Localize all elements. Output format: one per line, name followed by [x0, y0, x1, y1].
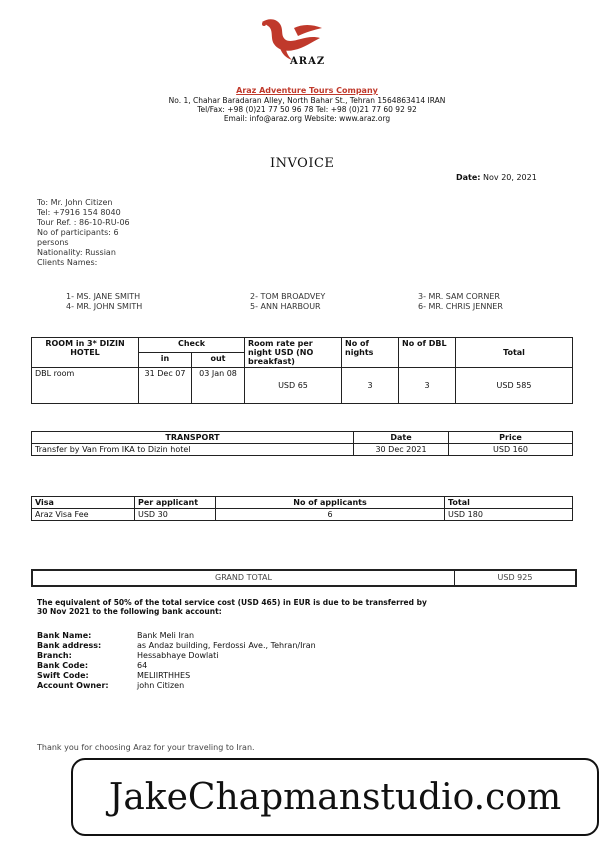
client-name-item: 1- MS. JANE SMITH [66, 292, 141, 301]
check-in-cell: 31 Dec 07 [139, 368, 192, 404]
table-row [32, 368, 573, 404]
dbl-header: No of DBL [399, 338, 456, 368]
client-names-label: Clients Names: [37, 258, 98, 267]
table-row [32, 444, 573, 456]
company-name[interactable]: Araz Adventure Tours Company [236, 86, 378, 95]
transport-date-header: Date [354, 432, 449, 444]
total-header: Total [456, 338, 573, 368]
client-name-item: 4- MR. JOHN SMITH [66, 302, 143, 311]
invoice-date [456, 173, 537, 183]
branch-label: Branch: [37, 651, 72, 660]
client-tel: Tel: +7916 154 8040 [37, 208, 121, 217]
company-address: No. 1, Chahar Baradaran Alley, North Bahar St., Tehran 1564863414 IRAN [168, 96, 446, 105]
bank-address-label: Bank address: [37, 641, 102, 650]
table-row [32, 509, 573, 521]
bank-address-value: as Andaz building, Ferdossi Ave., Tehran/Iran [137, 641, 316, 650]
bank-name-value: Bank Meli Iran [137, 631, 195, 640]
visa-applicants-cell: 6 [216, 509, 445, 521]
room-type-cell: DBL room [32, 368, 139, 404]
account-owner-label: Account Owner: [37, 681, 109, 690]
thanks-note: Thank you for choosing Araz for your traveling to Iran. [37, 743, 255, 752]
check-header: Check [139, 338, 245, 353]
per-applicant-header: Per applicant [135, 497, 216, 509]
client-nationality: Nationality: Russian [37, 248, 116, 257]
swift-code-value: MELIIRTHHES [137, 671, 191, 680]
company-email[interactable]: Email: info@araz.org Website: www.araz.org [223, 114, 391, 123]
visa-name-cell: Araz Visa Fee [32, 509, 135, 521]
date-value: Nov 20, 2021 [483, 173, 537, 182]
visa-per-cell: USD 30 [135, 509, 216, 521]
total-cell: USD 585 [456, 368, 573, 404]
date-label: Date: [456, 173, 481, 182]
bank-details [37, 631, 316, 691]
transport-price-cell: USD 160 [449, 444, 573, 456]
company-header [0, 86, 614, 123]
table-header-row [32, 497, 573, 509]
bank-code-label: Bank Code: [37, 661, 89, 670]
client-participants-unit: persons [37, 238, 69, 247]
visa-total-header: Total [445, 497, 573, 509]
grand-total-value: USD 925 [497, 573, 533, 582]
rate-cell: USD 65 [245, 368, 342, 404]
client-info [37, 198, 130, 268]
account-owner-value: john Citizen [137, 681, 185, 690]
transport-price-header: Price [449, 432, 573, 444]
rate-header: Room rate per night USD (NO breakfast) [245, 338, 342, 368]
client-names [66, 292, 546, 312]
watermark-text: JakeChapmanstudio.com [108, 776, 562, 818]
nights-cell: 3 [342, 368, 399, 404]
check-in-header: in [139, 353, 192, 368]
room-table [31, 337, 573, 404]
company-phone: Tel/Fax: +98 (0)21 77 50 96 78 Tel: +98 (0)21 77 60 92 92 [197, 105, 417, 114]
table-header-row [32, 432, 573, 444]
grand-total-label: GRAND TOTAL [33, 571, 455, 585]
visa-header: Visa [32, 497, 135, 509]
client-name-item: 3- MR. SAM CORNER [418, 292, 500, 301]
bank-name-label: Bank Name: [37, 631, 92, 640]
nights-header: No of nights [342, 338, 399, 368]
client-tour-ref: Tour Ref. : 86-10-RU-06 [37, 218, 130, 227]
client-participants: No of participants: 6 [37, 228, 119, 237]
payment-note: The equivalent of 50% of the total service cost (USD 465) in EUR is due to be transferred by 30 Nov 2021 to the following bank account: [37, 598, 427, 616]
transport-header: TRANSPORT [32, 432, 354, 444]
swift-code-label: Swift Code: [37, 671, 89, 680]
bank-code-value: 64 [137, 661, 148, 670]
visa-total-cell: USD 180 [445, 509, 573, 521]
check-out-cell: 03 Jan 08 [192, 368, 245, 404]
transport-date-cell: 30 Dec 2021 [354, 444, 449, 456]
grand-total [31, 569, 577, 587]
check-out-header: out [192, 353, 245, 368]
applicants-header: No of applicants [216, 497, 445, 509]
client-to: To: Mr. John Citizen [37, 198, 113, 207]
invoice-title: INVOICE [270, 156, 335, 171]
visa-table [31, 496, 573, 521]
watermark-banner [71, 758, 599, 836]
client-name-item: 6- MR. CHRIS JENNER [418, 302, 503, 311]
branch-value: Hessabhaye Dowlati [137, 651, 219, 660]
client-name-item: 2- TOM BROADVEY [250, 292, 326, 301]
room-header: ROOM in 3* DIZIN HOTEL [32, 338, 139, 368]
transport-desc-cell: Transfer by Van From IKA to Dizin hotel [32, 444, 354, 456]
table-header-row [32, 338, 573, 353]
logo-text: ARAZ [290, 56, 326, 67]
transport-table [31, 431, 573, 456]
client-name-item: 5- ANN HARBOUR [250, 302, 321, 311]
phoenix-logo-icon [250, 14, 330, 62]
dbl-cell: 3 [399, 368, 456, 404]
logo [250, 14, 330, 70]
